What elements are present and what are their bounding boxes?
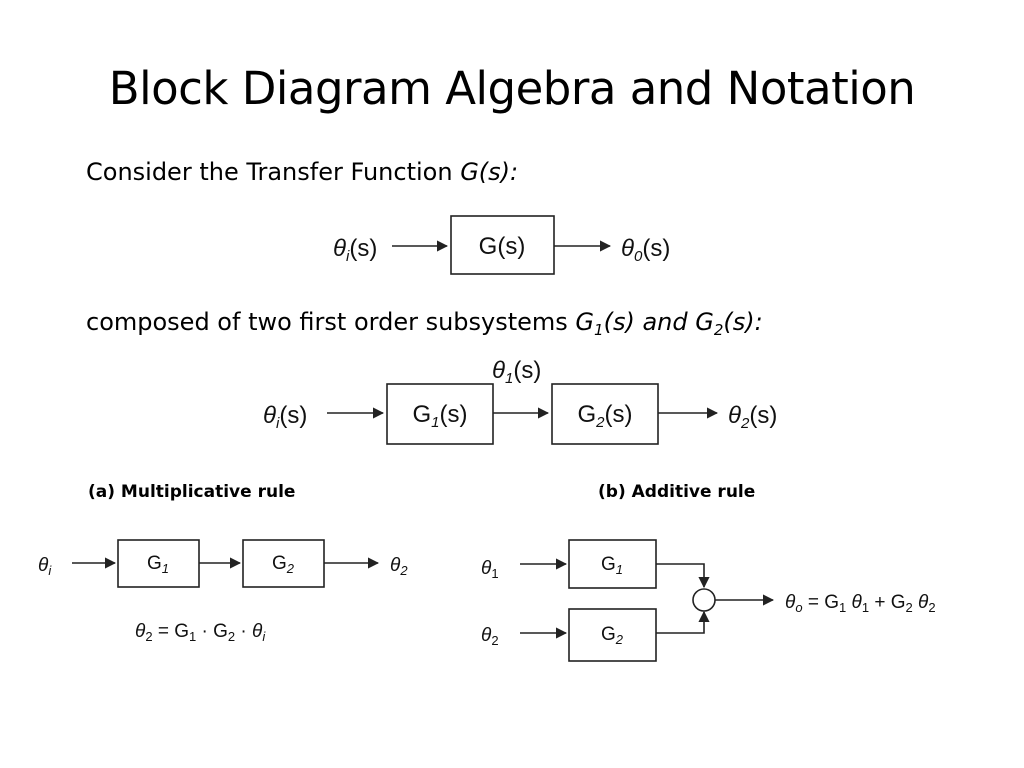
d2-output-label: $\theta_2(s)$ [728, 402, 778, 432]
summing-junction [693, 589, 715, 611]
composed-text: composed of two first order subsystems [86, 308, 576, 336]
rule-b-input2-label: $\theta_2$ [481, 625, 499, 648]
g1-rest: (s) and [603, 308, 696, 336]
d2-g1-label: $G_1(s)$ [412, 401, 468, 431]
g2-rest: (s): [723, 308, 763, 336]
rule-a-output-label: $\theta_2$ [390, 555, 408, 578]
d2-g2-label: $G_2(s)$ [577, 401, 633, 431]
multiplicative-rule-label: (a) Multiplicative rule [88, 482, 296, 502]
d1-output-label: $\theta_0(s)$ [621, 235, 671, 265]
g1-subscript: 1 [594, 321, 604, 339]
multiplicative-equation: $\theta_2 = G_1 \cdot G_2 \cdot \theta_i$ [135, 621, 266, 644]
multiplicative-rule-diagram [38, 540, 408, 644]
d2-intermediate-label: $\theta_1(s)$ [492, 357, 542, 387]
g2-subscript: 2 [713, 321, 724, 339]
rule-b-g1-label: $G_1$ [600, 554, 624, 577]
slide-title: Block Diagram Algebra and Notation [108, 62, 916, 115]
d2-input-label: $\theta_i(s)$ [263, 402, 308, 432]
rule-a-g2-label: $G_2$ [271, 553, 295, 576]
transfer-function-diagram [333, 216, 670, 274]
d1-input-label: $\theta_i(s)$ [333, 235, 378, 265]
rule-b-input1-label: $\theta_1$ [481, 558, 499, 581]
g1-symbol: G [575, 308, 595, 336]
additive-equation: $\theta_o = G_1$ $\theta_1 + G_2$ $\theta_2$ [785, 592, 936, 615]
additive-rule-diagram [481, 540, 936, 661]
rule-b-upper-path [656, 564, 704, 587]
rule-a-g1-label: $G_1$ [146, 553, 170, 576]
g2-symbol: G [695, 308, 714, 336]
d1-g-block-label: G(s) [478, 233, 526, 260]
rule-a-input-label: $\theta_i$ [38, 555, 52, 578]
additive-rule-label: (b) Additive rule [598, 482, 756, 502]
cascade-diagram [263, 357, 777, 444]
transfer-function-symbol: G(s): [460, 158, 519, 186]
rule-b-g2-label: $G_2$ [600, 624, 624, 647]
rule-b-lower-path [656, 612, 704, 633]
intro-text: Consider the Transfer Function [86, 158, 461, 186]
